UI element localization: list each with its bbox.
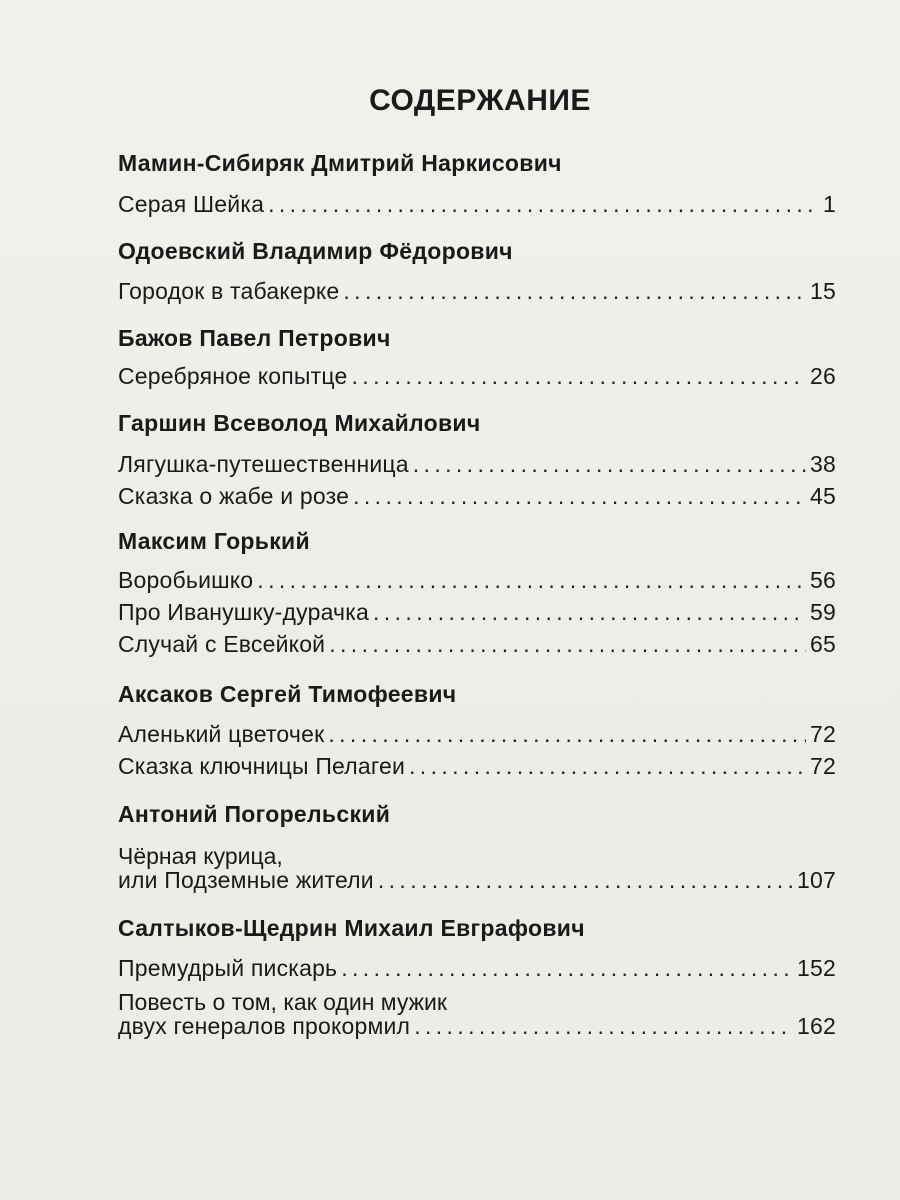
author-heading: Максим Горький [118,528,310,554]
page-number: 65 [810,631,836,657]
author-heading: Одоевский Владимир Фёдорович [118,238,513,264]
page-number: 59 [810,599,836,625]
page-number: 56 [810,567,836,593]
page-number: 72 [810,753,836,779]
toc-entry[interactable] [118,450,836,478]
dot-leader [414,1012,793,1040]
toc-entry[interactable] [118,630,836,658]
toc-entry[interactable] [118,362,836,390]
work-title-first-line: Чёрная курица, [118,843,283,869]
toc-entry[interactable] [118,752,836,780]
page-number: 38 [810,451,836,477]
work-title: Серая Шейка [118,191,265,217]
work-title-first-line: Повесть о том, как один мужик [118,989,447,1015]
work-title: Про Иванушку-дурачка [118,599,370,625]
toc-entry[interactable] [118,866,836,894]
dot-leader [413,450,806,478]
work-title: Городок в табакерке [118,278,340,304]
page-number: 107 [797,867,836,893]
author-heading: Гаршин Всеволод Михайлович [118,410,481,436]
dot-leader [328,720,806,748]
work-title: двух генералов прокормил [118,1013,411,1039]
work-title: Воробьишко [118,567,254,593]
work-title: Сказка о жабе и розе [118,483,350,509]
page-number: 72 [810,721,836,747]
page-number: 15 [810,278,836,304]
page-number: 1 [823,191,836,217]
dot-leader [341,954,793,982]
page-number: 45 [810,483,836,509]
toc-entry[interactable] [118,277,836,305]
dot-leader [329,630,806,658]
toc-entry[interactable] [118,954,836,982]
toc-entry[interactable] [118,566,836,594]
dot-leader [268,190,819,218]
toc-entry[interactable] [118,190,836,218]
dot-leader [353,482,806,510]
author-heading: Антоний Погорельский [118,801,391,827]
dot-leader [343,277,806,305]
dot-leader [373,598,806,626]
work-title: Лягушка-путешественница [118,451,409,477]
dot-leader [257,566,806,594]
toc-entry[interactable] [118,598,836,626]
page-number: 26 [810,363,836,389]
work-title: или Подземные жители [118,867,374,893]
dot-leader [378,866,793,894]
author-heading: Мамин-Сибиряк Дмитрий Наркисович [118,150,562,176]
page-number: 162 [797,1013,836,1039]
dot-leader [409,752,806,780]
page-number: 152 [797,955,836,981]
work-title: Премудрый пискарь [118,955,338,981]
toc-entry[interactable] [118,482,836,510]
author-heading: Бажов Павел Петрович [118,325,391,351]
dot-leader [352,362,807,390]
contents-heading: СОДЕРЖАНИЕ [369,84,591,117]
work-title: Аленький цветочек [118,721,325,747]
work-title: Случай с Евсейкой [118,631,326,657]
toc-entry[interactable] [118,1012,836,1040]
author-heading: Салтыков-Щедрин Михаил Евграфович [118,915,585,941]
work-title: Серебряное копытце [118,363,348,389]
work-title: Сказка ключницы Пелагеи [118,753,406,779]
author-heading: Аксаков Сергей Тимофеевич [118,681,457,707]
toc-entry[interactable] [118,720,836,748]
